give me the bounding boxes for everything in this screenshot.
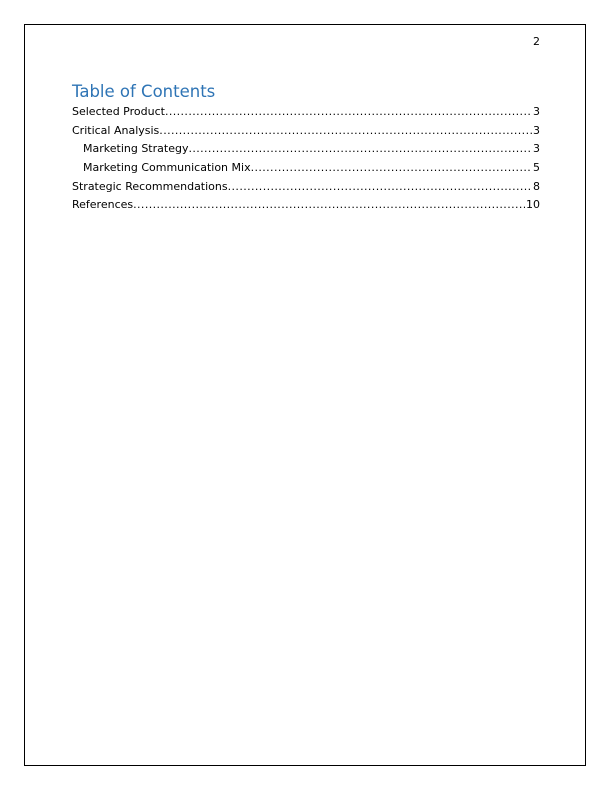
toc-entry-critical-analysis[interactable]	[72, 122, 540, 141]
toc-entry-label: Strategic Recommendations	[72, 179, 228, 193]
toc-entry-label: Marketing Communication Mix	[83, 161, 251, 175]
toc-entry-label: Marketing Strategy	[83, 142, 189, 156]
toc-entry-page: 3	[533, 123, 540, 137]
toc-entry-page: 5	[533, 161, 540, 175]
toc-entry-marketing-communication-mix[interactable]	[72, 159, 540, 178]
dot-leader	[228, 178, 532, 197]
table-of-contents	[72, 82, 540, 215]
toc-entry-label: Selected Product	[72, 105, 165, 118]
page-number: 2	[533, 35, 540, 48]
dot-leader	[159, 122, 532, 141]
toc-entry-selected-product[interactable]	[72, 103, 540, 122]
toc-entry-marketing-strategy[interactable]	[72, 140, 540, 159]
toc-entry-strategic-recommendations[interactable]	[72, 178, 540, 197]
dot-leader	[188, 140, 532, 159]
toc-entry-page: 3	[533, 105, 540, 118]
toc-entry-label: Critical Analysis	[72, 123, 160, 137]
dot-leader	[251, 159, 532, 178]
toc-title: Table of Contents	[72, 82, 216, 101]
dot-leader	[133, 196, 525, 215]
dot-leader	[165, 103, 532, 122]
toc-list	[72, 103, 540, 215]
toc-entry-page: 8	[533, 179, 540, 193]
toc-entry-label: References	[72, 198, 134, 212]
toc-entry-page: 3	[533, 142, 540, 156]
toc-entry-page: 10	[526, 198, 540, 212]
toc-entry-references[interactable]	[72, 196, 540, 215]
